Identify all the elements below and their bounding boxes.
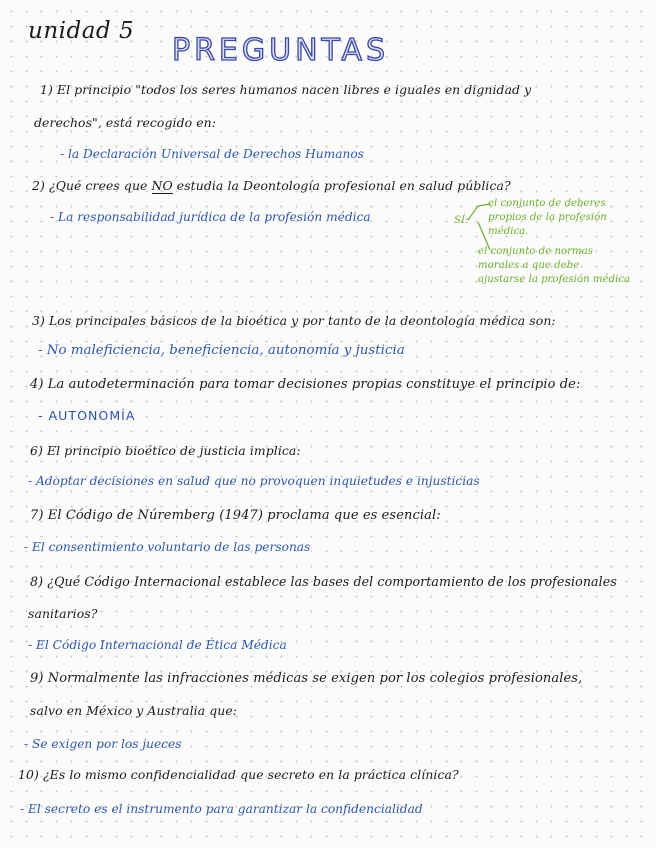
answer-7: - El consentimiento voluntario de las personas	[24, 540, 311, 554]
side-note-group-2	[478, 245, 630, 288]
side-note-item: el conjunto de deberes	[488, 198, 606, 209]
side-note-item: ajustarse la profesión médica	[478, 274, 631, 286]
answer-9: - Se exigen por los jueces	[24, 737, 182, 751]
answer-1: - la Declaración Universal de Derechos Humanos	[60, 147, 364, 161]
answer-10: - El secreto es el instrumento para garantizar la confidencialidad	[20, 802, 423, 816]
page-title	[168, 26, 448, 74]
side-note-label: SÍ:	[454, 215, 469, 226]
question-2-emphasis-no: NO	[151, 178, 173, 193]
question-4: 4) La autodeterminación para tomar decisiones propias constituye el principio de:	[30, 377, 581, 392]
answer-3: - No maleficiencia, beneficiencia, autonomía y justicia	[38, 343, 405, 358]
question-3: 3) Los principales básicos de la bioética y por tanto de la deontología médica son:	[32, 313, 556, 328]
side-note-item: el conjunto de normas	[478, 246, 593, 257]
question-10: 10) ¿Es lo mismo confidencialidad que secreto en la práctica clínica?	[18, 767, 459, 782]
question-1-line-1: 1) El principio "todos los seres humanos nacen libres e iguales en dignidad y	[40, 82, 532, 97]
answer-8: - El Código Internacional de Ética Médica	[28, 638, 287, 652]
question-2-text-pre: 2) ¿Qué crees que	[32, 178, 152, 193]
answer-4: - AUTONOMÍA	[38, 408, 136, 423]
question-7: 7) El Código de Núremberg (1947) proclama que es esencial:	[30, 508, 441, 523]
answer-6: - Adoptar decisiones en salud que no provoquen inquietudes e injusticias	[28, 474, 480, 488]
question-2-text-post: estudia la Deontología profesional en salud pública?	[172, 178, 511, 193]
side-note-item: médica.	[488, 226, 529, 238]
question-1-line-2: derechos", está recogido en:	[34, 115, 216, 130]
answer-2: - La responsabilidad jurídica de la profesión médica	[50, 210, 371, 224]
question-6: 6) El principio bioético de justicia implica:	[30, 443, 301, 458]
question-8-line-2: sanitarios?	[28, 606, 98, 621]
side-note-item: morales a que debe	[478, 260, 580, 272]
side-note-item: propios de la profesión	[488, 212, 607, 224]
page-title-text: PREGUNTAS	[172, 33, 390, 68]
unit-label: unidad 5	[28, 18, 135, 44]
side-note-group-1	[488, 197, 607, 240]
question-2	[32, 178, 511, 193]
question-9-line-1: 9) Normalmente las infracciones médicas se exigen por los colegios profesionales,	[30, 671, 583, 686]
page-title-graphic	[168, 26, 448, 70]
question-9-line-2: salvo en México y Australia que:	[30, 703, 238, 718]
question-8-line-1: 8) ¿Qué Código Internacional establece las bases del comportamiento de los profesionales	[30, 574, 617, 589]
